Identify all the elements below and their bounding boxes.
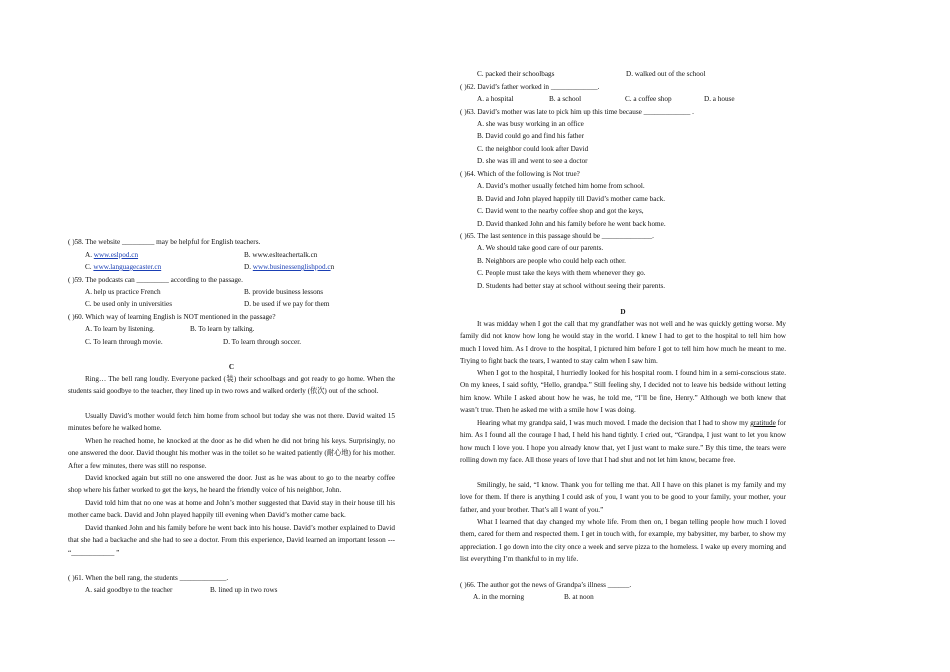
question-65-stem: ( )65. The last sentence in this passage should be ______________.: [460, 232, 654, 240]
passage-c-paragraph-5: David told him that no one was at home and John’s mother suggested that David stay in their house till his mother came back. David and John played happily till evening when David’s mother came back.: [68, 499, 395, 520]
q65-option-b: B. Neighbors are people who could help each other.: [477, 257, 626, 265]
q58-option-d: D. www.businessenglishpod.cn: [244, 263, 335, 271]
q61-option-a: A. said goodbye to the teacher: [85, 586, 173, 594]
question-62-stem: ( )62. David’s father worked in _____________.: [460, 83, 600, 91]
section-c-heading: C: [228, 363, 235, 371]
q59-option-b: B. provide business lessons: [244, 288, 324, 296]
q58-option-a: A. www.eslpod.cn: [85, 251, 139, 259]
q63-option-b: B. David could go and find his father: [477, 132, 584, 140]
passage-d-paragraph-1: It was midday when I got the call that my grandfather was not well and he was quickly getting worse. My family did not know how long he would stay in the world. I knew I had to get to the hospital to tell him how much I loved him. As I drove to the hospital, I pictured him before I got to tell him how much he meant to me. Trying to fight back the tears, I wanted to stay calm when I saw him.: [460, 320, 786, 365]
q62-option-a: A. a hospital: [477, 95, 514, 103]
question-58-stem: ( )58. The website _________ may be helpful for English teachers.: [68, 238, 261, 246]
businessenglishpod-link[interactable]: www.businessenglishpod.c: [252, 263, 331, 271]
q63-option-a: A. she was busy working in an office: [477, 120, 584, 128]
eslpod-link[interactable]: www.eslpod.cn: [93, 251, 139, 259]
q64-option-a: A. David’s mother usually fetched him home from school.: [477, 182, 645, 190]
q59-option-a: A. help us practice French: [85, 288, 161, 296]
passage-d-paragraph-2: When I got to the hospital, I hurriedly looked for his hospital room. I found him in a semi-conscious state. On my knees, I said softly, “Hello, grandpa.” Still feeling shy, I decided not to leave his bedside without letting him know. While I asked about how he was, he told me, “I’ll be fine, Henry.” Although we both knew that wasn’t true. Then he asked me with a smile how I was doing.: [460, 369, 786, 414]
q59-option-c: C. be used only in universities: [85, 300, 173, 308]
passage-d-paragraph-4: Smilingly, he said, “I know. Thank you for telling me that. All I have on this planet is my family and my love for them. If there is anything I could ask of you, I want you to be good to your family, your mother, your father, and your brother. That’s all I want of you.”: [460, 481, 786, 514]
q60-option-c: C. To learn through movie.: [85, 338, 163, 346]
q61-option-c: C. packed their schoolbags: [477, 70, 555, 78]
question-61-stem: ( )61. When the bell rang, the students _____________.: [68, 574, 229, 582]
passage-c-paragraph-4: David knocked again but still no one answered the door. Just as he was about to go to the nearby coffee shop where his father worked to get the keys, he heard the friendly voice of his neighbor, John.: [68, 474, 395, 495]
question-66-stem: ( )66. The author got the news of Grandpa’s illness ______.: [460, 581, 632, 589]
q58-option-c: C. www.languagecaster.cn: [85, 263, 162, 271]
passage-c-paragraph-2: Usually David’s mother would fetch him home from school but today she was not there. David waited 15 minutes before he walked home.: [68, 412, 395, 433]
gratitude-word: gratitude: [750, 419, 776, 427]
languagecaster-link[interactable]: www.languagecaster.cn: [93, 263, 162, 271]
q64-option-c: C. David went to the nearby coffee shop and got the keys,: [477, 207, 644, 215]
q65-option-d: D. Students had better stay at school without seeing their parents.: [477, 282, 666, 290]
q59-option-d: D. be used if we pay for them: [244, 300, 330, 308]
q63-option-c: C. the neighbor could look after David: [477, 145, 589, 153]
question-64-stem: ( )64. Which of the following is Not true?: [460, 170, 580, 178]
q65-option-a: A. We should take good care of our parents.: [477, 244, 604, 252]
q60-option-d: D. To learn through soccer.: [223, 338, 302, 346]
q60-option-b: B. To learn by talking.: [190, 325, 255, 333]
q58-option-b: B. www.eslteachertalk.cn: [244, 251, 318, 259]
question-59-stem: ( )59. The podcasts can _________ according to the passage.: [68, 276, 243, 284]
passage-c-paragraph-6: David thanked John and his family before he went back into his house. David’s mother explained to David that she had a backache and she had to see a doctor. From this experience, David learned an important lesson --- “____________ ”: [68, 524, 395, 557]
q62-option-c: C. a coffee shop: [625, 95, 672, 103]
passage-d-paragraph-5: What I learned that day changed my whole life. From then on, I began telling people how much I loved them, cared for them and respected them. I get in touch with, for example, my babysitter, my barber, to show my appreciation. I go down into the city once a week and serve pizza to the homeless. I wake up every morning and list everything I’m thankful to in my life.: [460, 518, 786, 563]
q64-option-d: D. David thanked John and his family before he went back home.: [477, 220, 666, 228]
q61-option-d: D. walked out of the school: [626, 70, 706, 78]
question-63-stem: ( )63. David’s mother was late to pick him up this time because _____________ .: [460, 108, 694, 116]
q62-option-b: B. a school: [549, 95, 582, 103]
q62-option-d: D. a house: [704, 95, 735, 103]
q60-option-a: A. To learn by listening.: [85, 325, 155, 333]
q63-option-d: D. she was ill and went to see a doctor: [477, 157, 588, 165]
q65-option-c: C. People must take the keys with them whenever they go.: [477, 269, 646, 277]
q64-option-b: B. David and John played happily till David’s mother came back.: [477, 195, 666, 203]
section-d-heading: D: [620, 308, 626, 316]
passage-d-paragraph-3: Hearing what my grandpa said, I was much moved. I made the decision that I had to show my gratitude for him. As I found all the courage I had, I held his hand tightly. I cried out, “Grandpa, I just want to let you know how much I love you. I hope you already know that, yet I just want to make sure.” By this time, the tears were rolling down my face. All those years of love that I had shut and not let him know, became free.: [460, 419, 787, 464]
question-60-stem: ( )60. Which way of learning English is NOT mentioned in the passage?: [68, 313, 276, 321]
passage-c-paragraph-3: When he reached home, he knocked at the door as he did when he did not bring his keys. Surprisingly, no one answered the door. David thought his mother was in the toilet so he waited patiently (耐心地) for his mother. After a few minutes, there was still no response.: [68, 437, 395, 470]
q66-option-b: B. at noon: [564, 593, 594, 601]
q66-option-a: A. in the morning: [473, 593, 525, 601]
q61-option-b: B. lined up in two rows: [210, 586, 278, 594]
passage-c-paragraph-1: Ring… The bell rang loudly. Everyone packed (装) their schoolbags and got ready to go home. When the students said goodbye to the teacher, they lined up in two rows and walked orderly (依次) out of the school.: [68, 375, 395, 396]
